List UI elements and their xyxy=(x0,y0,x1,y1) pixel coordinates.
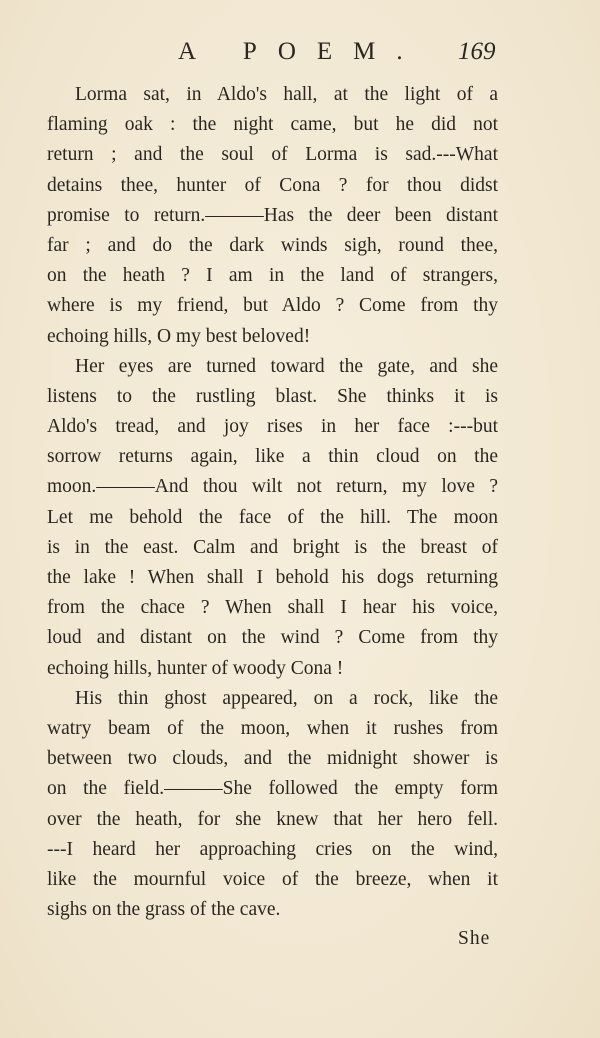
running-head xyxy=(0,38,600,78)
poem-text xyxy=(47,80,498,925)
text-line: is in the east. Calm and bright is the breast of xyxy=(47,536,498,558)
text-line: return ; and the soul of Lorma is sad.---What xyxy=(47,144,498,166)
text-line: the lake ! When shall I behold his dogs returning xyxy=(47,567,498,588)
text-line: Her eyes are turned toward the gate, and she xyxy=(75,355,498,377)
page-number: 169 xyxy=(458,38,496,65)
text-line: sorrow returns again, like a thin cloud on the xyxy=(47,446,498,468)
text-line: far ; and do the dark winds sigh, round thee, xyxy=(47,234,498,256)
text-line: between two clouds, and the midnight shower is xyxy=(47,748,498,770)
text-line: watry beam of the moon, when it rushes from xyxy=(47,717,498,739)
text-line: detains thee, hunter of Cona ? for thou didst xyxy=(47,174,498,196)
text-line: loud and distant on the wind ? Come from thy xyxy=(47,627,498,649)
text-line: echoing hills, hunter of woody Cona ! xyxy=(47,657,344,679)
text-line: His thin ghost appeared, on a rock, like the xyxy=(75,687,498,709)
text-line: listens to the rustling blast. She thinks it is xyxy=(47,385,498,407)
text-line: on the field.———She followed the empty form xyxy=(47,778,498,800)
text-line: on the heath ? I am in the land of strangers, xyxy=(47,265,498,287)
text-line: Lorma sat, in Aldo's hall, at the light of a xyxy=(75,84,498,105)
text-line: Aldo's tread, and joy rises in her face :---but xyxy=(47,416,498,438)
text-line: ---I heard her approaching cries on the wind, xyxy=(47,838,498,860)
text-line: over the heath, for she knew that her hero fell. xyxy=(47,808,498,830)
paragraph-her-eyes xyxy=(47,352,498,684)
text-line: Let me behold the face of the hill. The moon xyxy=(47,506,498,528)
text-line: moon.———And thou wilt not return, my love ? xyxy=(47,476,498,498)
paragraph-lorma xyxy=(47,80,498,352)
text-line: sighs on the grass of the cave. xyxy=(47,899,281,921)
text-line: flaming oak : the night came, but he did not xyxy=(47,114,498,136)
text-line: from the chace ? When shall I hear his voice, xyxy=(47,597,498,619)
text-line: like the mournful voice of the breeze, when it xyxy=(47,868,498,890)
text-line: promise to return.———Has the deer been distant xyxy=(47,204,498,226)
text-line: echoing hills, O my best beloved! xyxy=(47,325,311,347)
running-title: A POEM. xyxy=(178,38,424,65)
text-line: where is my friend, but Aldo ? Come from thy xyxy=(47,295,498,317)
catchword: She xyxy=(458,928,491,949)
paragraph-his-ghost xyxy=(47,684,498,926)
